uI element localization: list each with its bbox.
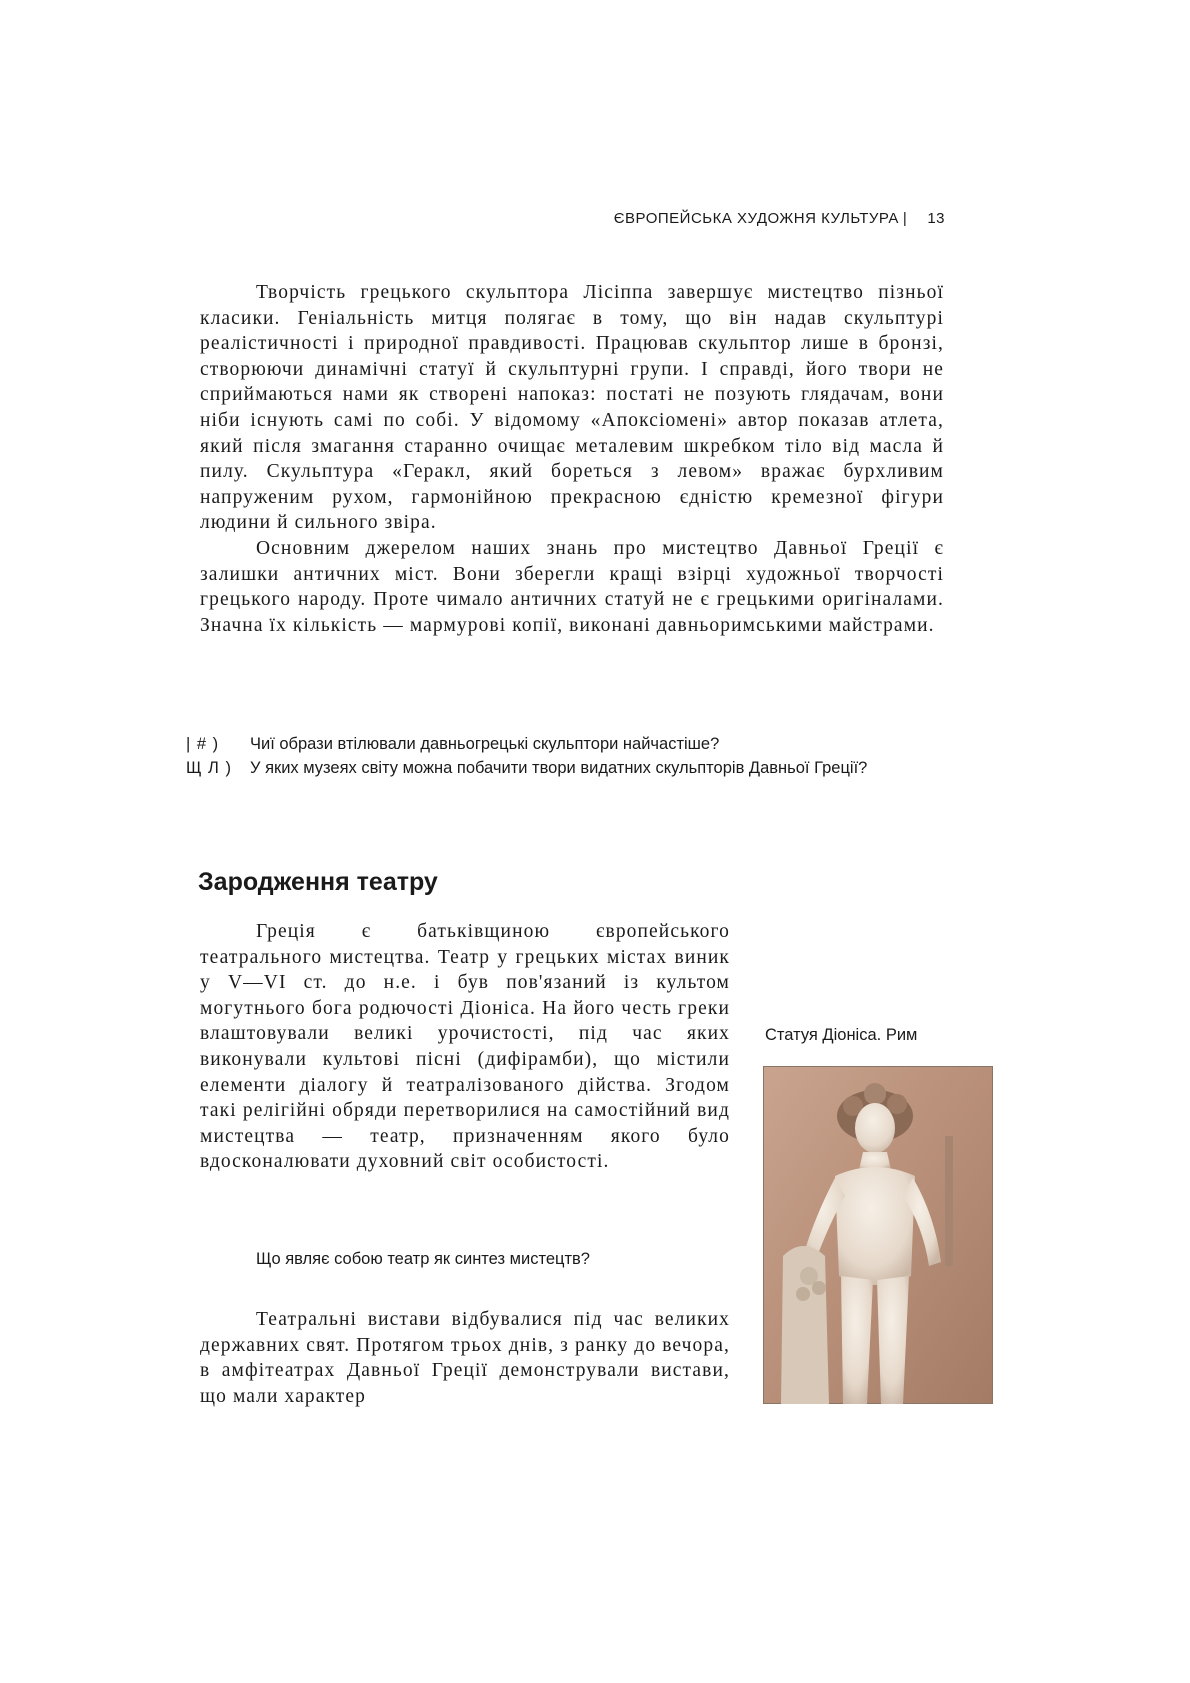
page-number: 13: [927, 210, 945, 227]
running-header: [200, 210, 945, 227]
question-item: [186, 732, 946, 756]
question-marker: | # ): [186, 735, 220, 753]
body-text-block-3: [200, 1307, 730, 1409]
paragraph: Основним джерелом наших знань про мистецтво Давньої Греції є залишки античних міст. Вони зберегли кращі взірці художньої творчості грецького народу. Проте чимало античних статуй не є грецькими оригіналами. Значна їх кількість — мармурові копії, виконані давньоримськими майстрами.: [200, 537, 944, 636]
paragraph: Театральні вистави відбувалися під час великих державних свят. Протягом трьох днів, з ранку до вечора, в амфітеатрах Давньої Греції демонстрували вистави, що мали характер: [200, 1309, 730, 1407]
header-separator: |: [902, 210, 908, 227]
inline-question: Що являє собою театр як синтез мистецтв?: [256, 1250, 590, 1268]
body-text-block-1: [200, 280, 944, 638]
section-heading: Зародження театру: [198, 868, 438, 896]
paragraph: Творчість грецького скульптора Лісіппа завершує мистецтво пізньої класики. Геніальність митця полягає в тому, що він надав скульптурі реалістичності і природної правдивості. Працював скульптор лише в бронзі, створюючи динамічні статуї й скульптурні групи. І справді, його твори не сприймаються нами як створені напоказ: постаті не позують глядачам, вони ніби існують самі по собі. У відомому «Апоксіомені» автор показав атлета, який після змагання старанно очищає металевим шкребком тіло від масла й пилу. Скульптура «Геракл, який бореться з левом» вражає бурхливим напруженим рухом, гармонійною прекрасною єдністю кремезної фігури людини й сильного звіра.: [200, 282, 944, 534]
question-marker: Щ Л ): [186, 759, 232, 777]
question-text: Чиї образи втілювали давньогрецькі скульптори найчастіше?: [250, 735, 720, 753]
body-text-block-2: [200, 919, 730, 1175]
review-questions: [186, 732, 946, 780]
question-item: [186, 756, 946, 780]
paragraph: Греція є батьківщиною європейського театрального мистецтва. Театр у грецьких містах виник у V—VI ст. до н.е. і був пов'язаний із культом могутнього бога родючості Діоніса. На його честь греки влаштовували великі урочистості, під час яких виконували культові пісні (дифірамби), що містили елементи діалогу й театралізованого дійства. Згодом такі релігійні обряди перетворилися на самостійний вид мистецтва — театр, призначенням якого було вдосконалювати духовний світ особистості.: [200, 921, 730, 1173]
question-text: У яких музеях світу можна побачити твори видатних скульпторів Давньої Греції?: [250, 759, 868, 777]
header-title: ЄВРОПЕЙСЬКА ХУДОЖНЯ КУЛЬТУРА: [613, 210, 899, 227]
dionysus-statue-photo: [763, 1066, 993, 1404]
figure-caption: Статуя Діоніса. Рим: [765, 1026, 918, 1044]
